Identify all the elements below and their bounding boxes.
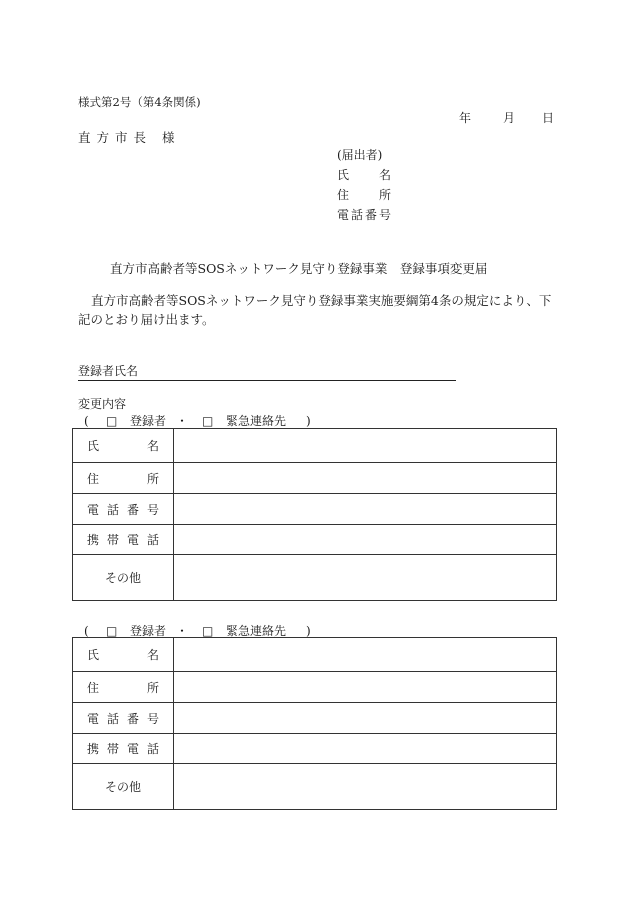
document-title: 直方市高齢者等SOSネットワーク見守り登録事業 登録事項変更届 [110,261,488,276]
selector-separator: ・ [176,414,189,428]
phone-value-cell[interactable] [174,494,557,525]
submitter-name-label: 氏 名 [337,168,391,182]
mobile-value-cell[interactable] [174,734,557,764]
other-value-cell[interactable] [174,555,557,601]
selector-separator: ・ [176,624,189,638]
date-year-label: 年 [459,111,472,125]
date-day-label: 日 [542,111,555,125]
table-row [73,555,557,601]
registrant-name-label: 登録者氏名 [78,364,139,378]
other-row-label: その他 [104,780,141,794]
addressee: 直方市長 様 [78,130,181,145]
name-row-label: 氏名 [87,439,159,453]
change-table [72,428,557,601]
selector-close-paren: ) [306,624,311,638]
table-row [73,734,557,764]
table-row [73,638,557,672]
date-month-label: 月 [503,111,516,125]
submitter-block [337,145,391,225]
name-row-label: 氏名 [87,648,159,662]
registrant-option-label: 登録者 [130,624,167,638]
table-row [73,463,557,494]
address-value-cell[interactable] [174,672,557,703]
registrant-checkbox[interactable]: □ [106,414,118,428]
table-row [73,525,557,555]
form-number: 様式第2号（第4条関係) [78,95,201,109]
address-row-label: 住所 [87,471,159,486]
other-value-cell[interactable] [174,764,557,810]
phone-row-label: 電話番号 [87,711,159,726]
mobile-value-cell[interactable] [174,525,557,555]
table-row [73,494,557,525]
emergency-contact-option-label: 緊急連絡先 [226,624,287,638]
table-row [73,764,557,810]
name-value-cell[interactable] [174,638,557,672]
phone-row-label: 電話番号 [87,502,159,517]
submitter-address-label: 住 所 [337,188,391,202]
emergency-contact-checkbox[interactable]: □ [202,624,214,638]
mobile-row-label: 携帯電話 [87,742,159,756]
address-value-cell[interactable] [174,463,557,494]
name-value-cell[interactable] [174,429,557,463]
change-table [72,637,557,810]
change-target-selector [84,412,311,429]
submitter-heading: (届出者) [337,148,383,162]
registrant-checkbox[interactable]: □ [106,624,118,638]
table-row [73,429,557,463]
document-body: 直方市高齢者等SOSネットワーク見守り登録事業実施要綱第4条の規定により、下記のとおり届け出ます。 [78,293,552,327]
date-line [459,109,554,126]
address-row-label: 住所 [87,680,159,695]
mobile-row-label: 携帯電話 [87,533,159,547]
selector-close-paren: ) [306,414,311,428]
other-row-label: その他 [104,571,141,585]
table-row [73,703,557,734]
registrant-name-field[interactable] [78,362,456,381]
selector-open-paren: ( [84,414,89,428]
table-row [73,672,557,703]
selector-open-paren: ( [84,624,89,638]
registrant-option-label: 登録者 [130,414,167,428]
emergency-contact-option-label: 緊急連絡先 [226,414,287,428]
change-heading: 変更内容 [78,397,127,411]
phone-value-cell[interactable] [174,703,557,734]
emergency-contact-checkbox[interactable]: □ [202,414,214,428]
submitter-phone-label: 電話番号 [337,208,391,222]
